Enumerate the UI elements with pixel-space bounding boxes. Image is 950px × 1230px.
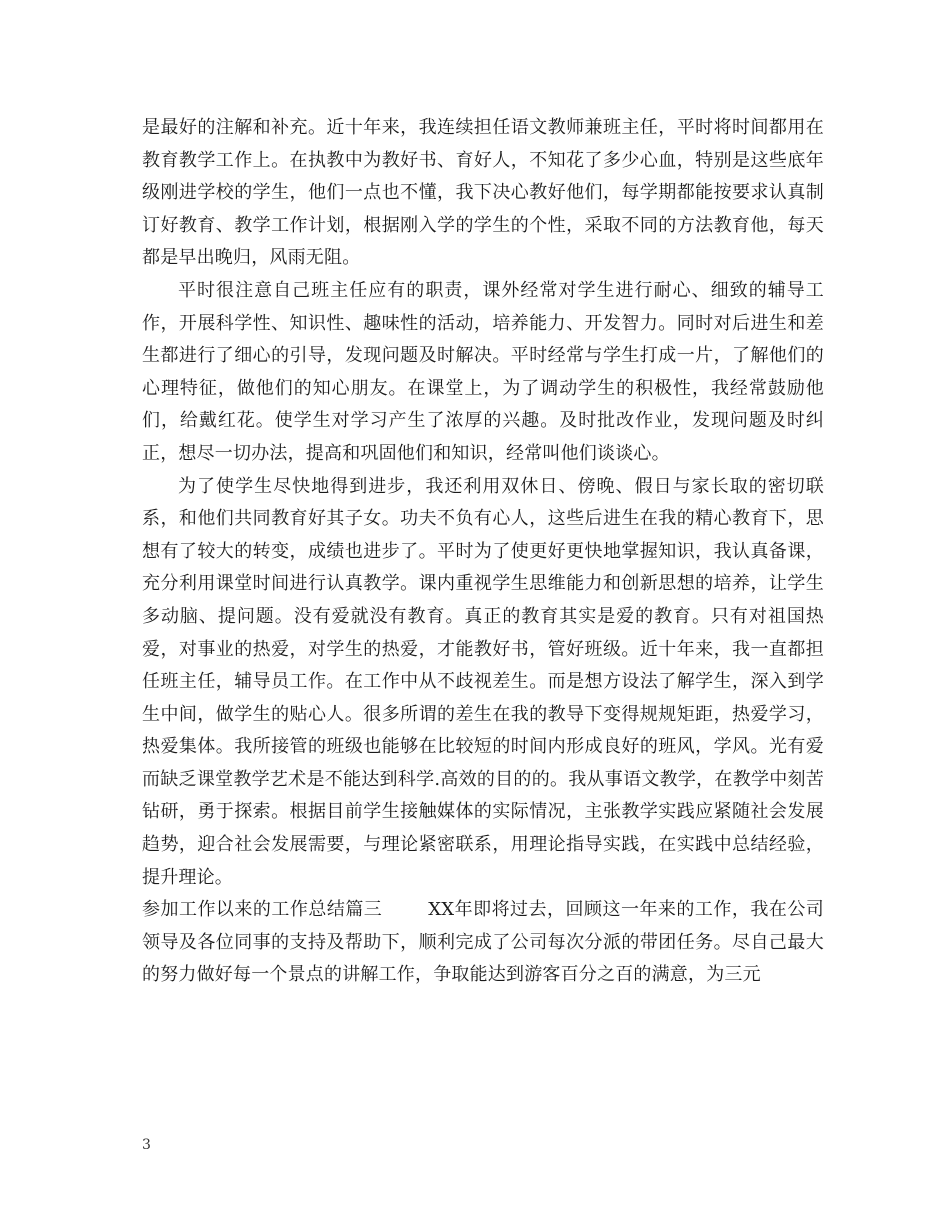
- section-text: XX年即将过去，回顾这一年来的工作，我在公司领导及各位同事的支持及帮助下，顺利完成了公司每次分派的带团任务。尽自己最大的努力做好每一个景点的讲解工作，争取能达到游客百分之百的满意，为三元: [142, 899, 824, 986]
- paragraph-1: 是最好的注解和补充。近十年来，我连续担任语文教师兼班主任，平时将时间都用在教育教学工作上。在执教中为教好书、育好人，不知花了多少心血，特别是这些底年级刚进学校的学生，他们一点也不懂，我下决心教好他们，每学期都能按要求认真制订好教育、教学工作计划，根据刚入学的学生的个性，采取不同的方法教育他，每天都是早出晚归，风雨无阻。: [142, 117, 824, 269]
- section-paragraph: [142, 894, 824, 992]
- body-text: [142, 112, 824, 992]
- section-title: 参加工作以来的工作总结篇三: [142, 899, 383, 921]
- page-number: 3: [142, 1137, 151, 1153]
- paragraph-2: 平时很注意自己班主任应有的职责，课外经常对学生进行耐心、细致的辅导工作，开展科学性、知识性、趣味性的活动，培养能力、开发智力。同时对后进生和差生都进行了细心的引导，发现问题及时解决。平时经常与学生打成一片，了解他们的心理特征，做他们的知心朋友。在课堂上，为了调动学生的积极性，我经常鼓励他们，给戴红花。使学生对学习产生了浓厚的兴趣。及时批改作业，发现问题及时纠正，想尽一切办法，提高和巩固他们和知识，经常叫他们谈谈心。: [142, 279, 824, 464]
- paragraph-3: 为了使学生尽快地得到进步，我还利用双休日、傍晚、假日与家长取的密切联系，和他们共同教育好其子女。功夫不负有心人，这些后进生在我的精心教育下，思想有了较大的转变，成绩也进步了。平时为了使更好更快地掌握知识，我认真备课，充分利用课堂时间进行认真教学。课内重视学生思维能力和创新思想的培养，让学生多动脑、提问题。没有爱就没有教育。真正的教育其实是爱的教育。只有对祖国热爱，对事业的热爱，对学生的热爱，才能教好书，管好班级。近十年来，我一直都担任班主任，辅导员工作。在工作中从不歧视差生。而是想方设法了解学生，深入到学生中间，做学生的贴心人。很多所谓的差生在我的教导下变得规规矩距，热爱学习，热爱集体。我所接管的班级也能够在比较短的时间内形成良好的班风，学风。光有爱而缺乏课堂教学艺术是不能达到科学.高效的目的的。我从事语文教学，在教学中刻苦钻研，勇于探索。根据目前学生接触媒体的实际情况，主张教学实践应紧随社会发展趋势，迎合社会发展需要，与理论紧密联系，用理论指导实践，在实践中总结经验，提升理论。: [142, 475, 824, 888]
